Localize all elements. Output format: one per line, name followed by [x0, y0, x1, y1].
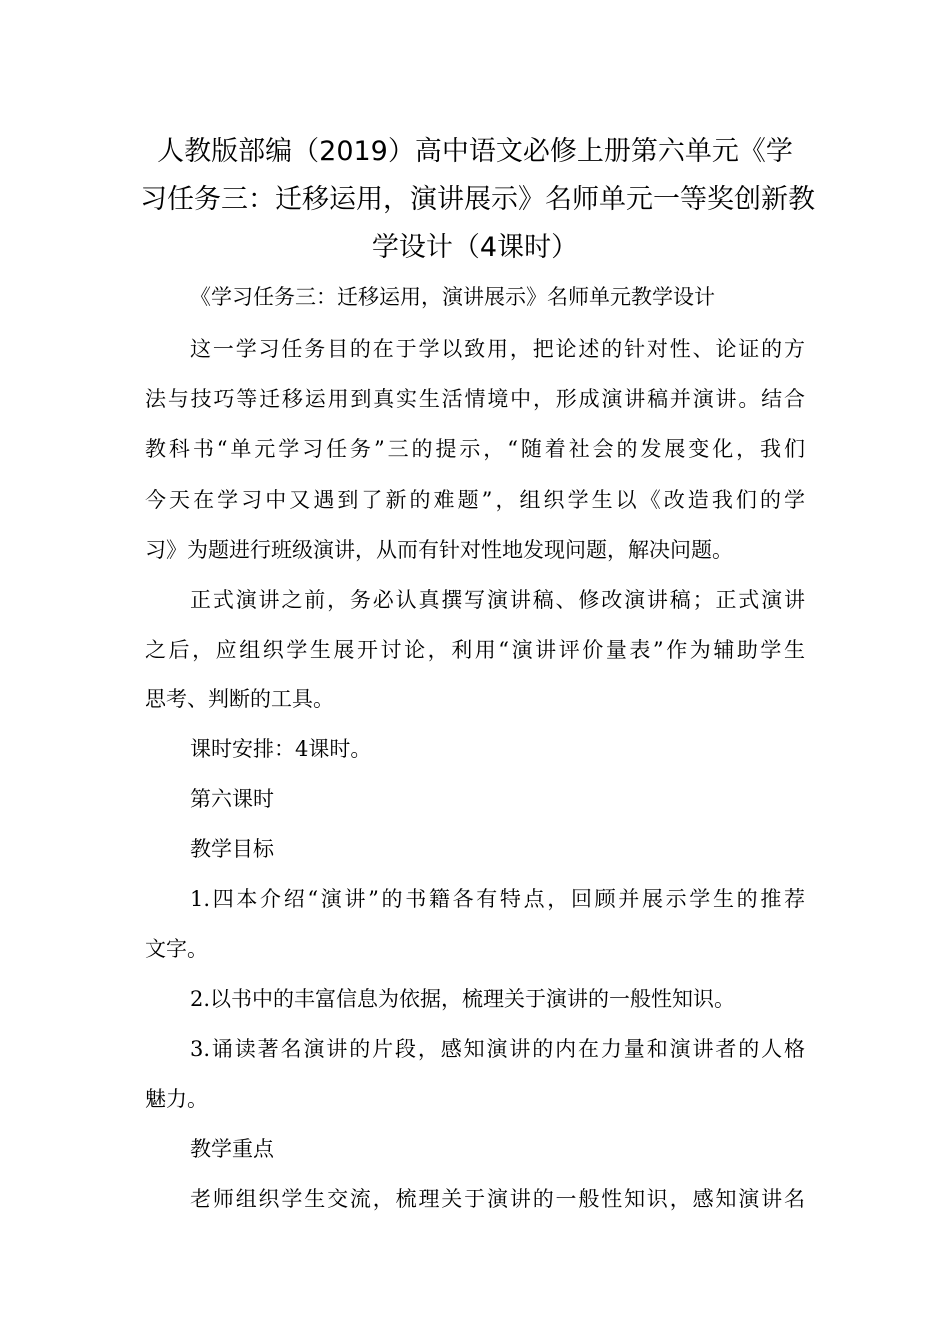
title-line-2: 习任务三：迁移运用，演讲展示》名师单元一等奖创新教 — [140, 184, 815, 215]
title-line-3: 学设计（4课时） — [371, 232, 579, 263]
paragraph-1-line-3: 教科书“单元学习任务”三的提示，“随着社会的发展变化，我们 — [145, 437, 805, 461]
paragraph-2-line-1: 正式演讲之前，务必认真撰写演讲稿、修改演讲稿；正式演讲 — [190, 588, 805, 612]
objective-1-line-2: 文字。 — [145, 937, 208, 961]
focus-text: 老师组织学生交流，梳理关于演讲的一般性知识，感知演讲名 — [190, 1187, 805, 1211]
objective-3-line-1: 3.诵读著名演讲的片段，感知演讲的内在力量和演讲者的人格 — [190, 1037, 805, 1061]
paragraph-1-line-2: 法与技巧等迁移运用到真实生活情境中，形成演讲稿并演讲。结合 — [145, 387, 805, 411]
paragraph-1-line-5: 习》为题进行班级演讲，从而有针对性地发现问题，解决问题。 — [145, 538, 733, 562]
paragraph-2-line-3: 思考、判断的工具。 — [145, 687, 334, 711]
title-line-1: 人教版部编（2019）高中语文必修上册第六单元《学 — [157, 136, 793, 167]
paragraph-1-line-4: 今天在学习中又遇到了新的难题”，组织学生以《改造我们的学 — [145, 488, 805, 512]
paragraph-2-line-2: 之后，应组织学生展开讨论，利用“演讲评价量表”作为辅助学生 — [145, 638, 805, 662]
paragraph-1-line-1: 这一学习任务目的在于学以致用，把论述的针对性、论证的方 — [190, 337, 805, 361]
focus-heading: 教学重点 — [190, 1137, 274, 1161]
document-subtitle: 《学习任务三：迁移运用，演讲展示》名师单元教学设计 — [190, 285, 715, 309]
objective-3-line-2: 魅力。 — [145, 1087, 208, 1111]
objective-1-line-1: 1.四本介绍“演讲”的书籍各有特点，回顾并展示学生的推荐 — [190, 887, 805, 911]
lesson-heading: 第六课时 — [190, 787, 274, 811]
schedule-text: 课时安排：4课时。 — [190, 737, 372, 761]
document-title — [140, 128, 815, 272]
objectives-heading: 教学目标 — [190, 837, 274, 861]
objective-2: 2.以书中的丰富信息为依据，梳理关于演讲的一般性知识。 — [190, 987, 736, 1011]
